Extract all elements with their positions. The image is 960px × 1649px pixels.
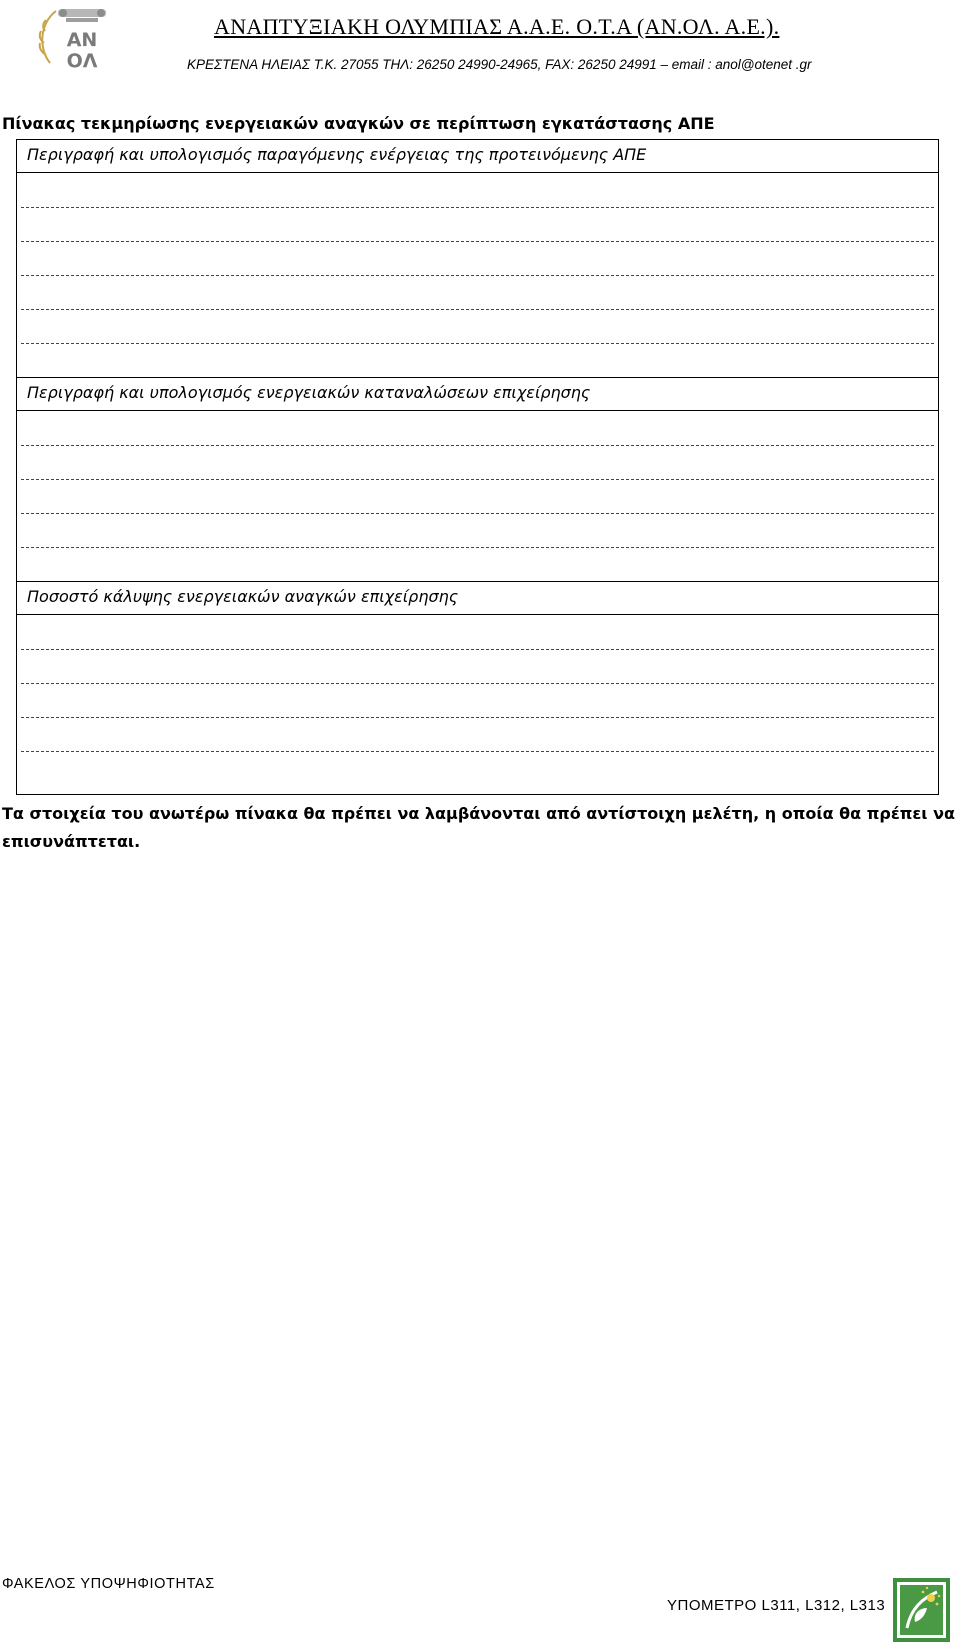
- organization-contact: ΚΡΕΣΤΕΝΑ ΗΛΕΙΑΣ Τ.Κ. 27055 ΤΗΛ: 26250 24990-24965, FAX: 26250 24991 – email : anol@otenet .gr: [187, 57, 812, 72]
- logo-text-bottom: ΟΛ: [66, 50, 98, 72]
- section-header-res-production: [17, 140, 938, 173]
- entry-line[interactable]: [21, 241, 934, 242]
- entry-line[interactable]: [21, 751, 934, 752]
- entry-line[interactable]: [21, 649, 934, 650]
- entry-line[interactable]: [21, 717, 934, 718]
- section-heading: Περιγραφή και υπολογισμός ενεργειακών καταναλώσεων επιχείρησης: [27, 383, 591, 402]
- footer-dossier-label: ΦΑΚΕΛΟΣ ΥΠΟΨΗΦΙΟΤΗΤΑΣ: [2, 1576, 215, 1592]
- leader-program-logo-icon: [893, 1578, 950, 1642]
- entry-line[interactable]: [21, 445, 934, 446]
- anol-logo-icon: [36, 3, 112, 73]
- footer-submeasure-label: ΥΠΟΜΕΤΡΟ L311, L312, L313: [667, 1597, 886, 1614]
- table-note: Τα στοιχεία του ανωτέρω πίνακα θα πρέπει να λαμβάνονται από αντίστοιχη μελέτη, η οποία θα πρέπει να επισυνάπτεται.: [2, 804, 955, 851]
- table-title: Πίνακας τεκμηρίωσης ενεργειακών αναγκών σε περίπτωση εγκατάστασης ΑΠΕ: [2, 114, 715, 133]
- entry-line[interactable]: [21, 513, 934, 514]
- entry-line[interactable]: [21, 547, 934, 548]
- entry-line[interactable]: [21, 479, 934, 480]
- section-heading: Ποσοστό κάλυψης ενεργειακών αναγκών επιχείρησης: [27, 587, 459, 606]
- logo-text-top: ΑΝ: [66, 29, 98, 51]
- entry-line[interactable]: [21, 309, 934, 310]
- energy-needs-table: [16, 139, 939, 795]
- entry-line[interactable]: [21, 343, 934, 344]
- organization-name: ΑΝΑΠΤΥΞΙΑΚΗ ΟΛΥΜΠΙΑΣ Α.Α.Ε. Ο.Τ.Α (ΑΝ.ΟΛ. Α.Ε.).: [214, 14, 780, 39]
- section-header-consumption: [17, 377, 938, 411]
- entry-line[interactable]: [21, 207, 934, 208]
- section-header-coverage: [17, 581, 938, 615]
- entry-line[interactable]: [21, 683, 934, 684]
- entry-line[interactable]: [21, 275, 934, 276]
- section-heading: Περιγραφή και υπολογισμός παραγόμενης ενέργειας της προτεινόμενης ΑΠΕ: [27, 145, 647, 164]
